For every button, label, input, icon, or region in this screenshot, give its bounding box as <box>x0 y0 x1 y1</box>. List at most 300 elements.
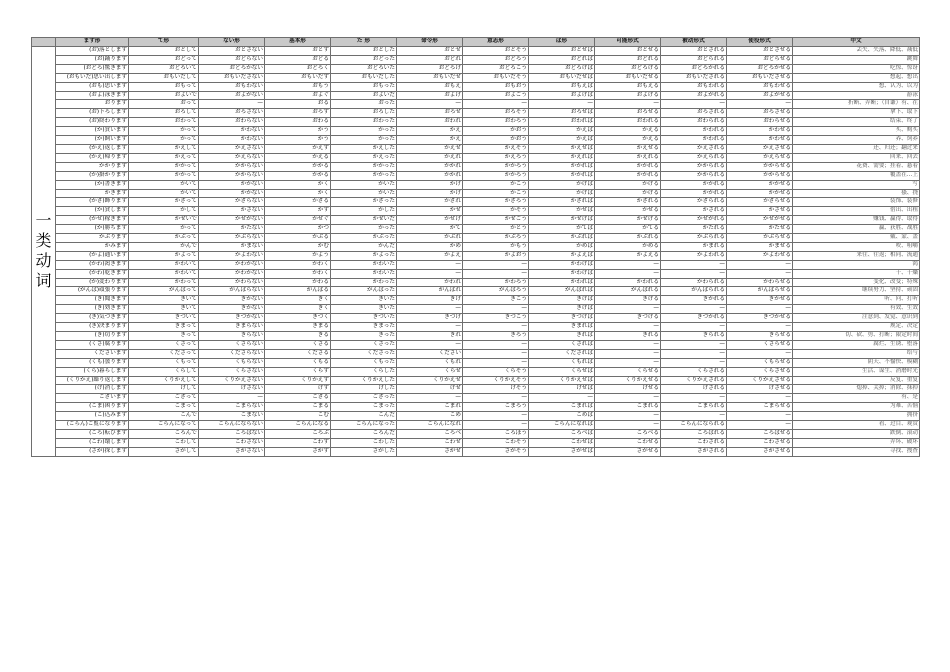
conjugation-cell: くらせ <box>397 367 463 376</box>
conjugation-cell: おろせる <box>595 109 661 118</box>
conjugation-cell: かえした <box>331 144 397 153</box>
conjugation-cell: こまれる <box>595 403 661 412</box>
table-row <box>32 340 920 349</box>
conjugation-cell: かわかない <box>199 269 265 278</box>
conjugation-cell: (き)気づきます <box>56 314 129 323</box>
conjugation-cell: かざれる <box>595 198 661 207</box>
conjugation-cell: こわさない <box>199 438 265 447</box>
conjugation-cell: おどらせる <box>727 55 793 64</box>
conjugation-cell: おもいださない <box>199 73 265 82</box>
chinese-meaning-cell: 戴、蒙、盖 <box>793 234 920 243</box>
conjugation-cell: がんばれる <box>595 287 661 296</box>
conjugation-cell: かめる <box>595 242 661 251</box>
conjugation-cell: かえ <box>397 136 463 145</box>
chinese-meaning-cell: 咬、咀嚼 <box>793 242 920 251</box>
conjugation-cell: — <box>727 349 793 358</box>
conjugation-cell: かわって <box>129 278 199 287</box>
conjugation-cell: かせごう <box>463 216 529 225</box>
conjugation-cell: おろせば <box>529 109 595 118</box>
conjugation-cell: かむ <box>265 242 331 251</box>
conjugation-cell: (き)切ります <box>56 332 129 341</box>
chinese-meaning-cell: 规定、决定 <box>793 323 920 332</box>
conjugation-cell: かわれば <box>529 278 595 287</box>
conjugation-cell: がんばった <box>331 287 397 296</box>
conjugation-cell: (こ)込みます <box>56 412 129 421</box>
chinese-meaning-cell: 有、是 <box>793 394 920 403</box>
header-cell: 命令形 <box>397 38 463 47</box>
conjugation-cell: きけ <box>397 296 463 305</box>
conjugation-cell: おわれ <box>397 118 463 127</box>
chinese-meaning-cell: 给与 <box>793 349 920 358</box>
conjugation-cell: (ころ)転びます <box>56 429 129 438</box>
table-row <box>32 278 920 287</box>
conjugation-cell: おどれる <box>595 55 661 64</box>
conjugation-cell: かかられる <box>661 171 727 180</box>
conjugation-cell: — <box>661 323 727 332</box>
conjugation-cell: かわれ <box>397 278 463 287</box>
conjugation-cell: かぶる <box>265 234 331 243</box>
table-row <box>32 144 920 153</box>
conjugation-cell: かからない <box>199 162 265 171</box>
conjugation-cell: かざった <box>331 198 397 207</box>
conjugation-cell: くださって <box>129 349 199 358</box>
conjugation-cell: かかろう <box>463 171 529 180</box>
conjugation-cell: かく <box>265 189 331 198</box>
conjugation-cell: くりかえして <box>129 376 199 385</box>
table-row <box>32 73 920 82</box>
conjugation-cell: (お)踊ります <box>56 55 129 64</box>
table-row <box>32 109 920 118</box>
conjugation-cell: ころべ <box>397 429 463 438</box>
conjugation-cell: こまって <box>129 403 199 412</box>
conjugation-cell: かざらせる <box>727 198 793 207</box>
table-row <box>32 287 920 296</box>
conjugation-cell: かう <box>265 136 331 145</box>
conjugation-cell: くもった <box>331 358 397 367</box>
header-cell: 中文 <box>793 38 920 47</box>
conjugation-cell: — <box>661 358 727 367</box>
conjugation-cell: きづける <box>595 314 661 323</box>
conjugation-cell: かよえ <box>397 251 463 260</box>
chinese-meaning-cell: 渴 <box>793 260 920 269</box>
conjugation-cell: ごらんになられる <box>661 421 727 430</box>
conjugation-cell: かえせ <box>397 144 463 153</box>
conjugation-cell: (け)消します <box>56 385 129 394</box>
conjugation-cell: きまった <box>331 323 397 332</box>
conjugation-cell: およいで <box>129 91 199 100</box>
conjugation-cell: おろさない <box>199 109 265 118</box>
conjugation-cell: きかない <box>199 305 265 314</box>
conjugation-cell: おろした <box>331 109 397 118</box>
conjugation-cell: かいた <box>331 189 397 198</box>
conjugation-cell: かえ <box>397 127 463 136</box>
conjugation-cell: くらされる <box>661 367 727 376</box>
conjugation-cell: — <box>463 305 529 314</box>
conjugation-cell: きこう <box>463 296 529 305</box>
chinese-meaning-cell: 生活、谋生、消磨时光 <box>793 367 920 376</box>
conjugation-cell: (おも)思います <box>56 82 129 91</box>
conjugation-cell: おもいだせる <box>595 73 661 82</box>
conjugation-cell: (こま)困ります <box>56 403 129 412</box>
conjugation-cell: こまない <box>199 412 265 421</box>
chinese-meaning-cell: 弄坏、破坏 <box>793 438 920 447</box>
conjugation-cell: — <box>661 305 727 314</box>
conjugation-cell: かてば <box>529 225 595 234</box>
table-row <box>32 429 920 438</box>
conjugation-cell: おどった <box>331 55 397 64</box>
chinese-meaning-cell: 看、过目、观赏 <box>793 421 920 430</box>
conjugation-cell: くもれば <box>529 358 595 367</box>
chinese-meaning-cell: 熄掉、关掉；消除、抹掉 <box>793 385 920 394</box>
conjugation-cell: かよって <box>129 251 199 260</box>
conjugation-cell: かかれば <box>529 171 595 180</box>
conjugation-cell: かかれ <box>397 171 463 180</box>
conjugation-cell: — <box>727 260 793 269</box>
conjugation-cell: かわけば <box>529 260 595 269</box>
table-row <box>32 64 920 73</box>
conjugation-cell: くもらせる <box>727 358 793 367</box>
conjugation-cell: かわらない <box>199 278 265 287</box>
conjugation-cell: かかれる <box>661 189 727 198</box>
conjugation-cell: おどろいて <box>129 64 199 73</box>
conjugation-cell: (かえ)帰ります <box>56 153 129 162</box>
conjugation-cell: こまれ <box>397 403 463 412</box>
conjugation-cell: かおう <box>463 136 529 145</box>
chinese-meaning-cell: 赢、获胜、战胜 <box>793 225 920 234</box>
conjugation-cell: かぶれる <box>595 234 661 243</box>
conjugation-cell: かける <box>595 180 661 189</box>
chinese-meaning-cell: 装饰、装修 <box>793 198 920 207</box>
conjugation-cell: かけば <box>529 180 595 189</box>
conjugation-cell: — <box>661 412 727 421</box>
conjugation-cell: かせがない <box>199 216 265 225</box>
conjugation-cell: かわく <box>265 269 331 278</box>
conjugation-cell: — <box>727 269 793 278</box>
conjugation-cell: ございます <box>56 394 129 403</box>
table-row <box>32 118 920 127</box>
conjugation-cell: くりかえせる <box>595 376 661 385</box>
conjugation-cell: かわれる <box>595 278 661 287</box>
conjugation-cell: おわらせる <box>727 118 793 127</box>
conjugation-cell: おとさない <box>199 47 265 56</box>
conjugation-cell: くらさせる <box>727 367 793 376</box>
conjugation-cell: かせる <box>595 207 661 216</box>
conjugation-cell: くりかえす <box>265 376 331 385</box>
conjugation-cell: (かざ)飾ります <box>56 198 129 207</box>
header-cell: 基本形 <box>265 38 331 47</box>
conjugation-cell: かわれる <box>661 136 727 145</box>
conjugation-cell: かえる <box>595 136 661 145</box>
conjugation-cell: くださいます <box>56 349 129 358</box>
header-cell: ば形 <box>529 38 595 47</box>
chinese-meaning-cell: 跌倒、滚动 <box>793 429 920 438</box>
conjugation-cell: おもった <box>331 82 397 91</box>
conjugation-cell: おとせる <box>595 47 661 56</box>
conjugation-cell: きける <box>595 296 661 305</box>
conjugation-cell: — <box>595 421 661 430</box>
conjugation-cell: こまれば <box>529 403 595 412</box>
conjugation-cell: かえらせる <box>727 153 793 162</box>
conjugation-cell: おもいだせば <box>529 73 595 82</box>
conjugation-cell: かわれる <box>661 127 727 136</box>
table-row <box>32 162 920 171</box>
table-row <box>32 153 920 162</box>
conjugation-cell: おどろかせる <box>727 64 793 73</box>
conjugation-cell: — <box>397 323 463 332</box>
conjugation-cell: さがした <box>331 447 397 456</box>
conjugation-cell: おもって <box>129 82 199 91</box>
table-row <box>32 403 920 412</box>
conjugation-cell: かさせる <box>727 207 793 216</box>
chinese-meaning-cell: 搔、挠 <box>793 189 920 198</box>
conjugation-cell: かけ <box>397 180 463 189</box>
conjugation-cell: かかない <box>199 189 265 198</box>
conjugation-cell: おもわれる <box>661 82 727 91</box>
table-row <box>32 216 920 225</box>
conjugation-cell: およがない <box>199 91 265 100</box>
conjugation-cell: かめば <box>529 242 595 251</box>
table-row <box>32 358 920 367</box>
table-row <box>32 136 920 145</box>
conjugation-cell: かきます <box>56 189 129 198</box>
conjugation-cell: くらそう <box>463 367 529 376</box>
conjugation-cell: おとした <box>331 47 397 56</box>
conjugation-cell: きづけば <box>529 314 595 323</box>
conjugation-cell: おとさせる <box>727 47 793 56</box>
conjugation-cell: かかれ <box>397 162 463 171</box>
conjugation-cell: おどれば <box>529 55 595 64</box>
conjugation-cell: さがせ <box>397 447 463 456</box>
conjugation-cell: かかせる <box>727 180 793 189</box>
conjugation-cell: さがそう <box>463 447 529 456</box>
conjugation-cell: かよえる <box>595 251 661 260</box>
conjugation-cell: けされる <box>661 385 727 394</box>
conjugation-cell: (かわ)乾きます <box>56 269 129 278</box>
conjugation-cell: およぐ <box>265 91 331 100</box>
conjugation-cell: かって <box>129 225 199 234</box>
conjugation-cell: ごらんになれば <box>529 421 595 430</box>
conjugation-cell: くらせる <box>595 367 661 376</box>
conjugation-cell: こわさせる <box>727 438 793 447</box>
conjugation-cell: (か)飼います <box>56 136 129 145</box>
conjugation-cell: かせ <box>397 207 463 216</box>
conjugation-cell: (か)掛かります <box>56 171 129 180</box>
conjugation-cell: かてる <box>595 225 661 234</box>
conjugation-cell: きかない <box>199 296 265 305</box>
conjugation-cell: さがせる <box>595 447 661 456</box>
conjugation-cell: こんだ <box>331 412 397 421</box>
conjugation-cell: かざれ <box>397 198 463 207</box>
conjugation-cell: かいて <box>129 189 199 198</box>
conjugation-cell: くさらない <box>199 340 265 349</box>
conjugation-cell: かみます <box>56 242 129 251</box>
conjugation-cell: かわけば <box>529 269 595 278</box>
chinese-meaning-cell: 为难、苦恼 <box>793 403 920 412</box>
conjugation-cell: かかれる <box>595 171 661 180</box>
conjugation-cell: かよわせる <box>727 251 793 260</box>
conjugation-cell: かわろう <box>463 278 529 287</box>
conjugation-cell: (かよ)通います <box>56 251 129 260</box>
conjugation-cell: きる <box>265 332 331 341</box>
conjugation-cell: — <box>397 269 463 278</box>
chinese-meaning-cell: 丢失、失落、降低、减低 <box>793 47 920 56</box>
conjugation-cell: — <box>595 100 661 109</box>
conjugation-cell: かよう <box>265 251 331 260</box>
conjugation-cell: こわせば <box>529 438 595 447</box>
verb-conjugation-table <box>31 37 920 457</box>
conjugation-cell: おどろく <box>265 64 331 73</box>
table-row <box>32 305 920 314</box>
conjugation-cell: かえば <box>529 127 595 136</box>
conjugation-cell: およげ <box>397 91 463 100</box>
chinese-meaning-cell: 干、干燥 <box>793 269 920 278</box>
conjugation-cell: けさせる <box>727 385 793 394</box>
header-cell: ます形 <box>56 38 129 47</box>
conjugation-cell: かえった <box>331 153 397 162</box>
conjugation-cell: ござる <box>265 394 331 403</box>
table-row <box>32 314 920 323</box>
table-row <box>32 376 920 385</box>
conjugation-cell: かよえば <box>529 251 595 260</box>
conjugation-cell: かかります <box>56 162 129 171</box>
conjugation-cell: — <box>595 349 661 358</box>
conjugation-cell: かわられる <box>661 278 727 287</box>
conjugation-cell: くもれ <box>397 358 463 367</box>
conjugation-cell: かよわれる <box>661 251 727 260</box>
conjugation-cell: かえせば <box>529 144 595 153</box>
conjugation-cell: きいて <box>129 296 199 305</box>
conjugation-cell: きらない <box>199 332 265 341</box>
conjugation-cell: くりかえされる <box>661 376 727 385</box>
conjugation-cell: かわいた <box>331 269 397 278</box>
conjugation-cell: (こわ)壊します <box>56 438 129 447</box>
conjugation-cell: かぶらせる <box>727 234 793 243</box>
chinese-meaning-cell: 借出、出租 <box>793 207 920 216</box>
conjugation-cell: かいて <box>129 180 199 189</box>
conjugation-cell: — <box>463 100 529 109</box>
conjugation-cell: こまられる <box>661 403 727 412</box>
conjugation-cell: ころばれる <box>661 429 727 438</box>
conjugation-cell: (かわ)渇きます <box>56 260 129 269</box>
chinese-meaning-cell: 折断、弄断；（自谦）有、在 <box>793 100 920 109</box>
conjugation-cell: (およ)泳ぎます <box>56 91 129 100</box>
conjugation-cell: — <box>661 349 727 358</box>
conjugation-cell: こめば <box>529 412 595 421</box>
conjugation-cell: さがさない <box>199 447 265 456</box>
conjugation-cell: こわされる <box>661 438 727 447</box>
conjugation-cell: — <box>199 100 265 109</box>
conjugation-cell: (か)変わります <box>56 278 129 287</box>
chinese-meaning-cell: 赚钱、赢得、取得 <box>793 216 920 225</box>
conjugation-cell: おどろかれる <box>661 64 727 73</box>
conjugation-cell: おろさせる <box>727 109 793 118</box>
conjugation-cell: かける <box>595 189 661 198</box>
table-row <box>32 385 920 394</box>
conjugation-cell: ころぶ <box>265 429 331 438</box>
conjugation-cell: かわく <box>265 260 331 269</box>
table-row <box>32 296 920 305</box>
conjugation-cell: おどろける <box>595 64 661 73</box>
table-row <box>32 171 920 180</box>
conjugation-cell: かした <box>331 207 397 216</box>
conjugation-cell: かこう <box>463 189 529 198</box>
conjugation-cell: くさらせる <box>727 340 793 349</box>
conjugation-cell: — <box>727 323 793 332</box>
conjugation-cell: おもえ <box>397 82 463 91</box>
conjugation-cell: — <box>529 100 595 109</box>
conjugation-cell: かえって <box>129 153 199 162</box>
conjugation-cell: くだされば <box>529 349 595 358</box>
conjugation-cell: おわる <box>265 118 331 127</box>
conjugation-cell: おどって <box>129 55 199 64</box>
conjugation-cell: かさない <box>199 207 265 216</box>
conjugation-cell: かせいだ <box>331 216 397 225</box>
conjugation-cell: ころばない <box>199 429 265 438</box>
conjugation-cell: おもいだそう <box>463 73 529 82</box>
conjugation-cell: かえさせる <box>727 144 793 153</box>
conjugation-cell: かわった <box>331 278 397 287</box>
conjugation-cell: かぶられる <box>661 234 727 243</box>
conjugation-cell: こむ <box>265 412 331 421</box>
conjugation-cell: くもって <box>129 358 199 367</box>
table-row <box>32 198 920 207</box>
conjugation-cell: およげば <box>529 91 595 100</box>
conjugation-cell: かって <box>129 136 199 145</box>
table-row <box>32 367 920 376</box>
conjugation-cell: かよおう <box>463 251 529 260</box>
conjugation-cell: かく <box>265 180 331 189</box>
conjugation-cell: おもえば <box>529 82 595 91</box>
conjugation-cell: — <box>463 358 529 367</box>
conjugation-cell: おった <box>331 100 397 109</box>
conjugation-cell: かえば <box>529 136 595 145</box>
conjugation-cell: かかった <box>331 171 397 180</box>
conjugation-cell: (お)下ろします <box>56 109 129 118</box>
conjugation-cell: ころぼう <box>463 429 529 438</box>
conjugation-cell: — <box>595 340 661 349</box>
conjugation-cell: ころんだ <box>331 429 397 438</box>
conjugation-cell: かせいで <box>129 216 199 225</box>
conjugation-cell: かかって <box>129 171 199 180</box>
table-row <box>32 251 920 260</box>
header-row <box>32 38 920 47</box>
conjugation-cell: くりかえさない <box>199 376 265 385</box>
conjugation-cell: — <box>595 269 661 278</box>
conjugation-cell: くりかえそう <box>463 376 529 385</box>
conjugation-cell: — <box>463 421 529 430</box>
conjugation-cell: きかせる <box>727 296 793 305</box>
conjugation-cell: おとそう <box>463 47 529 56</box>
conjugation-cell: おどろいた <box>331 64 397 73</box>
conjugation-cell: かつ <box>265 225 331 234</box>
conjugation-cell: ころべば <box>529 429 595 438</box>
conjugation-cell: — <box>661 340 727 349</box>
chinese-meaning-cell: 覆盖在…上 <box>793 171 920 180</box>
conjugation-cell: きく <box>265 305 331 314</box>
chinese-meaning-cell: 反复、重复 <box>793 376 920 385</box>
conjugation-cell: — <box>463 340 529 349</box>
conjugation-cell: ごらんになる <box>265 421 331 430</box>
chinese-meaning-cell: 腐烂、生锈、堕落 <box>793 340 920 349</box>
conjugation-cell: くらす <box>265 367 331 376</box>
conjugation-cell: およげる <box>595 91 661 100</box>
conjugation-cell: かえさない <box>199 144 265 153</box>
conjugation-cell: きかれる <box>661 296 727 305</box>
conjugation-cell: (くりかえ)繰り返します <box>56 376 129 385</box>
table-row <box>32 234 920 243</box>
conjugation-cell: かかる <box>265 162 331 171</box>
table-row <box>32 180 920 189</box>
